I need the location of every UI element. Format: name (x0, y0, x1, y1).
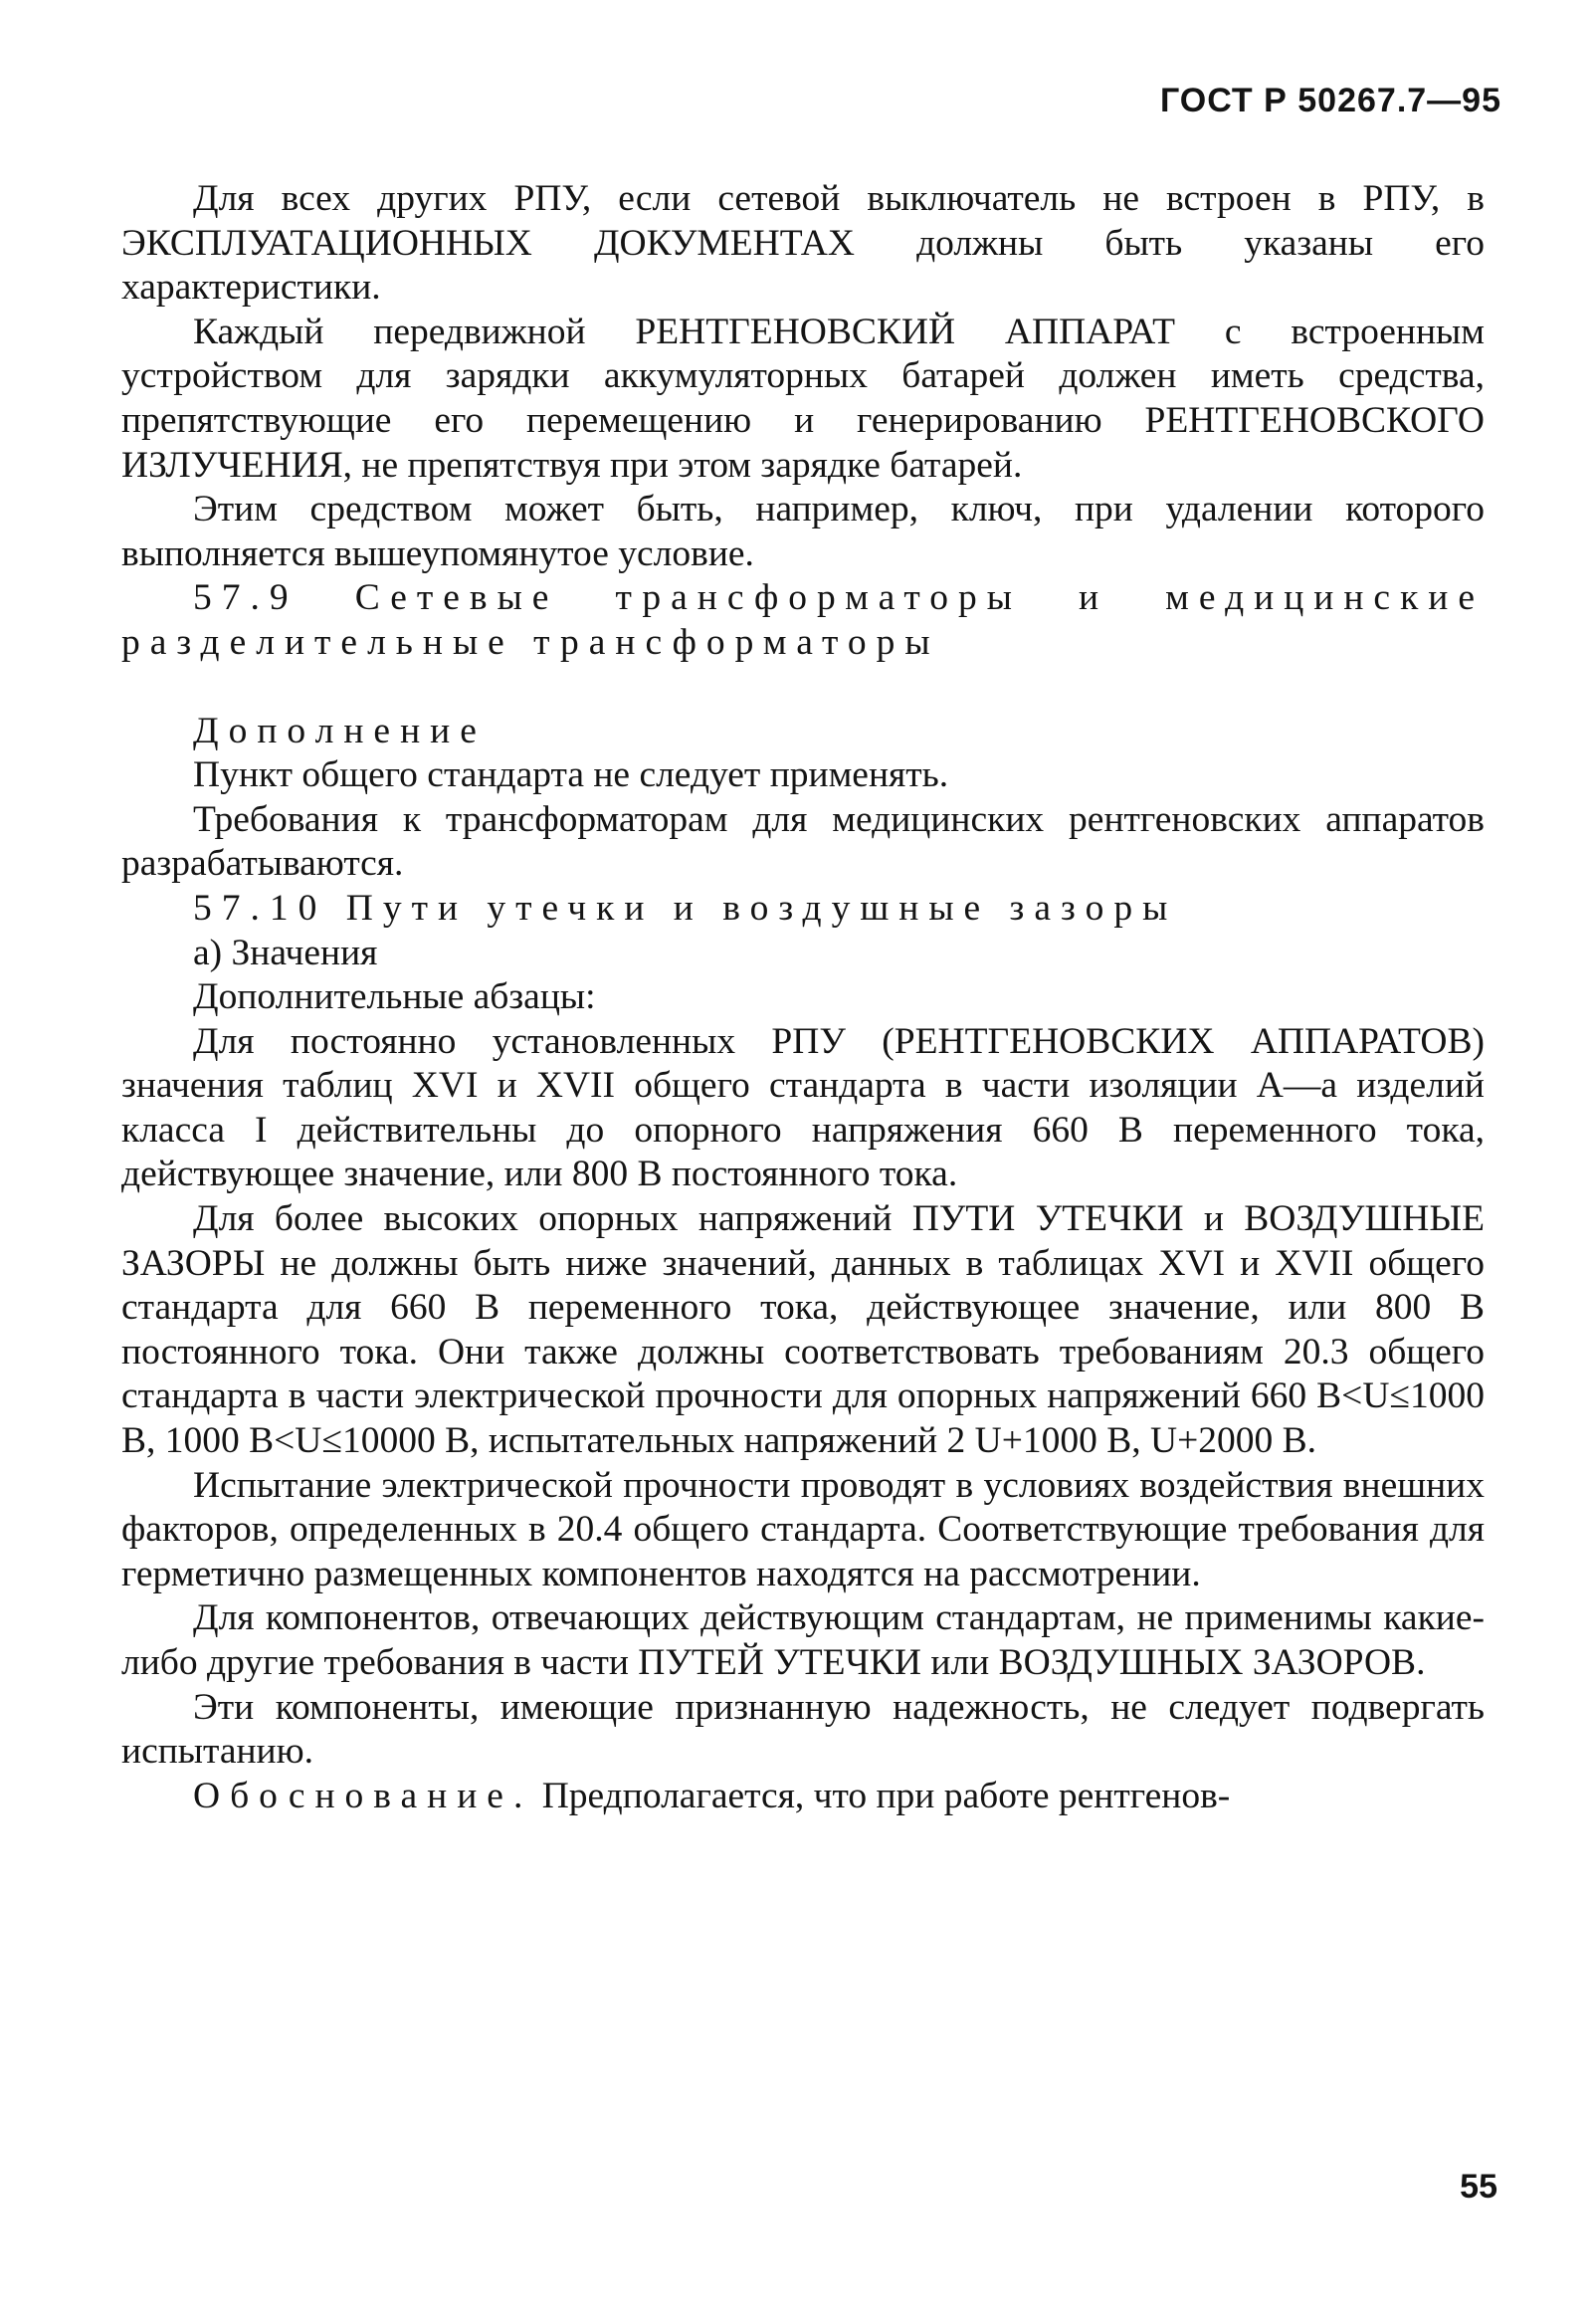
page-header: ГОСТ Р 50267.7—95 (1159, 82, 1501, 119)
paragraph: Для постоянно установленных РПУ (РЕНТГЕНОВСКИХ АППАРАТОВ) значения таблиц XVI и XVII общего стандарта в части изоляции А—а изделий класса I действительны до опорного напряжения 660 В переменного тока, действующее значение, или 800 В постоянного тока. (121, 1020, 1485, 1195)
rationale-text: Предполагается, что при работе рентгенов- (541, 1775, 1231, 1816)
supplement-label: Дополнение (193, 710, 487, 751)
spacer (121, 666, 1485, 710)
paragraph: Пункт общего стандарта не следует применять. (193, 754, 949, 796)
paragraph: Для более высоких опорных напряжений ПУТИ УТЕЧКИ и ВОЗДУШНЫЕ ЗАЗОРЫ не должны быть ниже значений, данных в таблицах XVI и XVII общего стандарта для 660 В переменного тока, действующее значение, или 800 В постоянного тока. Они также должны соответствовать требованиям 20.3 общего стандарта в части электрической прочности для опорных напряжений 660 В<U≤1000 В, 1000 В<U≤10000 В, испытательных напряжений 2 U+1000 В, U+2000 В. (121, 1198, 1485, 1462)
rationale-label: Обоснование. (193, 1775, 533, 1816)
paragraph: Этим средством может быть, например, ключ, при удалении которого выполняется вышеупомянутое условие. (121, 489, 1485, 574)
paragraph: Для компонентов, отвечающих действующим стандартам, не применимы какие-либо другие требования в части ПУТЕЙ УТЕЧКИ или ВОЗДУШНЫХ ЗАЗОРОВ. (121, 1597, 1485, 1683)
body-text (121, 177, 1485, 1818)
additional-label: Дополнительные абзацы: (193, 976, 596, 1018)
paragraph: Эти компоненты, имеющие признанную надежность, не следует подвергать испытанию. (121, 1686, 1485, 1773)
paragraph: Требования к трансформаторам для медицинских рентгеновских аппаратов разрабатываются. (121, 798, 1485, 885)
paragraph: Испытание электрической прочности проводят в условиях воздействия внешних факторов, определенных в 20.4 общего стандарта. Соответствующие требования для герметично размещенных компонентов находятся на рассмотрении. (121, 1464, 1485, 1594)
paragraph: Каждый передвижной РЕНТГЕНОВСКИЙ АППАРАТ с встроенным устройством для зарядки аккумуляторных батарей должен иметь средства, препятствующие его перемещению и генерированию РЕНТГЕНОВСКОГО ИЗЛУЧЕНИЯ, не препятствуя при этом зарядке батарей. (121, 311, 1485, 486)
paragraph: Для всех других РПУ, если сетевой выключатель не встроен в РПУ, в ЭКСПЛУАТАЦИОННЫХ ДОКУМЕНТАХ должны быть указаны его характеристики. (121, 178, 1485, 309)
subitem-label: а) Значения (193, 932, 378, 973)
section-heading-57-10: 57.10 Пути утечки и воздушные зазоры (193, 887, 1178, 929)
page-number: 55 (1460, 2168, 1497, 2206)
section-heading-57-9: 57.9 Сетевые трансформаторы и медицинские разделительные трансформаторы (121, 577, 1485, 663)
rationale-paragraph (121, 1775, 1485, 1819)
